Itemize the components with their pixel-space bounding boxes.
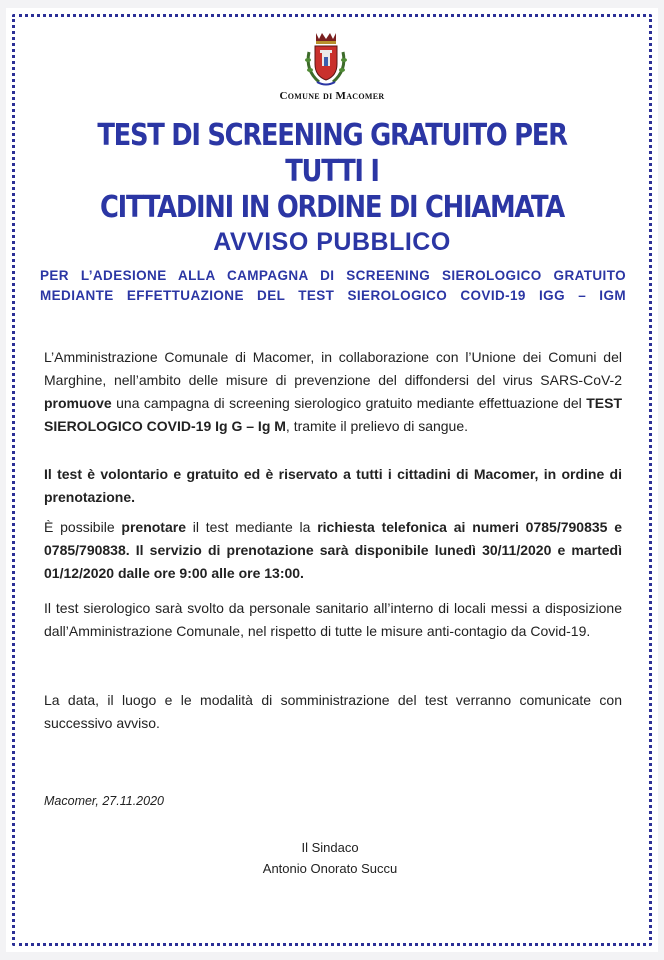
- headline-line-1: TEST DI SCREENING GRATUITO PER TUTTI I: [97, 118, 567, 189]
- notice-subtitle-line-2: MEDIANTE EFFETTUAZIONE DEL TEST SIEROLOGICO COVID-19 IGG – IGM: [40, 288, 626, 303]
- intro-test-name: TEST SIEROLOGICO COVID-19 Ig G – Ig M: [44, 395, 622, 434]
- notice-subtitle-line-1: PER L’ADESIONE ALLA CAMPAGNA DI SCREENING SIEROLOGICO GRATUITO: [40, 268, 626, 283]
- paragraph-booking: [44, 516, 622, 585]
- paragraph-location: Il test sierologico sarà svolto da personale sanitario all’interno di locali messi a disposizione dall’Amministrazione Comunale, nel rispetto di tutte le misure anti-contagio da Covid-19.: [44, 600, 622, 639]
- intro-text-3: , tramite il prelievo di sangue.: [285, 418, 469, 434]
- booking-prenotare: prenotare: [121, 519, 186, 535]
- booking-text: È possibile: [44, 519, 122, 535]
- booking-phone-details: richiesta telefonica ai numeri 0785/790835 e 0785/790838. Il servizio di prenotazione sarà disponibile lunedì 30/11/2020 e martedì 01/12/2020 dalle ore 9:00 alle ore 13:00.: [44, 519, 622, 581]
- intro-promuove: promuove: [44, 395, 112, 411]
- document-date: Macomer, 27.11.2020: [44, 794, 164, 808]
- headline: [59, 118, 606, 226]
- notice-title: AVVISO PUBBLICO: [213, 228, 451, 256]
- booking-text-2: il test mediante la: [185, 519, 318, 535]
- intro-text: L’Amministrazione Comunale di Macomer, in collaborazione con l’Unione dei Comuni del Marghine, nell’ambito delle misure di prevenzione del diffondersi del virus SARS-CoV-2: [44, 349, 622, 388]
- intro-text-2: una campagna di screening sierologico gratuito mediante effettuazione del: [111, 395, 587, 411]
- paragraph-eligibility: Il test è volontario e gratuito ed è riservato a tutti i cittadini di Macomer, in ordine di prenotazione.: [44, 466, 622, 505]
- paragraph-followup: La data, il luogo e le modalità di somministrazione del test verranno comunicate con successivo avviso.: [44, 692, 622, 731]
- headline-line-2: CITTADINI IN ORDINE DI CHIAMATA: [100, 190, 564, 225]
- signatory-role: Il Sindaco: [301, 840, 359, 855]
- paragraph-intro: [44, 346, 622, 438]
- coat-of-arms-icon: [301, 30, 351, 88]
- municipality-name: Comune di Macomer: [279, 90, 385, 102]
- signatory-name: Antonio Onorato Succu: [262, 861, 398, 876]
